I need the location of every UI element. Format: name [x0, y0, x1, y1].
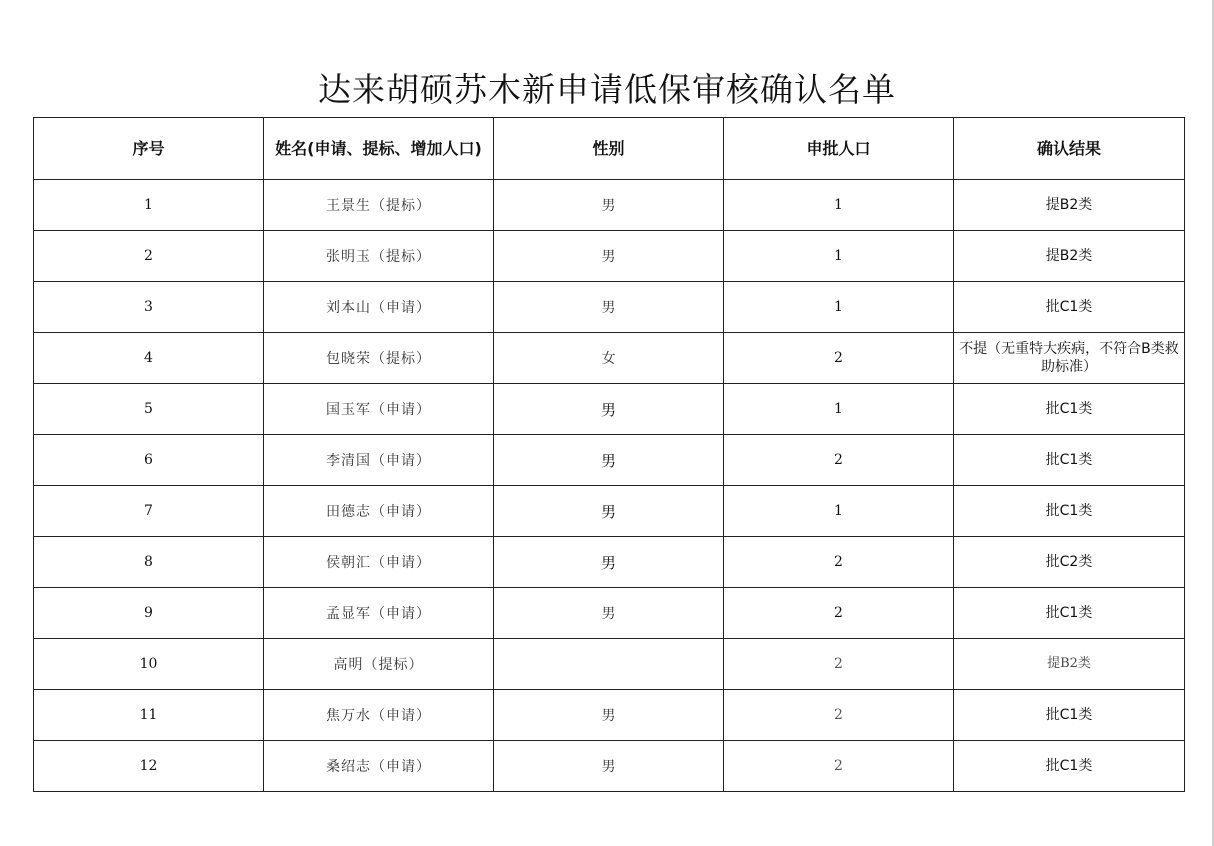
cell-result: 批C2类 [954, 537, 1185, 588]
cell-name: 高明（提标） [264, 639, 494, 690]
cell-approved-count: 2 [724, 690, 954, 741]
cell-name: 侯朝汇（申请） [264, 537, 494, 588]
cell-serial-number: 6 [34, 435, 264, 486]
cell-result: 提B2类 [954, 639, 1185, 690]
table-row [34, 537, 1185, 588]
cell-serial-number: 10 [34, 639, 264, 690]
cell-serial-number: 4 [34, 333, 264, 384]
cell-approved-count: 2 [724, 741, 954, 792]
cell-sex: 男 [494, 588, 724, 639]
cell-result: 批C1类 [954, 435, 1185, 486]
table-row [34, 690, 1185, 741]
cell-result: 批C1类 [954, 384, 1185, 435]
cell-name: 张明玉（提标） [264, 231, 494, 282]
cell-result: 提B2类 [954, 180, 1185, 231]
cell-sex: 男 [494, 231, 724, 282]
table-header-row [34, 118, 1185, 180]
cell-name: 田德志（申请） [264, 486, 494, 537]
header-result: 确认结果 [954, 118, 1185, 180]
cell-approved-count: 2 [724, 639, 954, 690]
cell-sex [494, 639, 724, 690]
cell-name: 焦万水（申请） [264, 690, 494, 741]
cell-result: 批C1类 [954, 588, 1185, 639]
cell-approved-count: 1 [724, 384, 954, 435]
cell-name: 王景生（提标） [264, 180, 494, 231]
cell-name: 刘本山（申请） [264, 282, 494, 333]
table-row [34, 486, 1185, 537]
header-sex: 性别 [494, 118, 724, 180]
cell-sex: 男 [494, 537, 724, 588]
cell-result: 提B2类 [954, 231, 1185, 282]
table-row [34, 639, 1185, 690]
header-name: 姓名(申请、提标、增加人口) [264, 118, 494, 180]
cell-result: 批C1类 [954, 690, 1185, 741]
cell-approved-count: 1 [724, 282, 954, 333]
document-title: 达来胡硕苏木新申请低保审核确认名单 [318, 70, 896, 109]
cell-serial-number: 3 [34, 282, 264, 333]
cell-serial-number: 8 [34, 537, 264, 588]
cell-approved-count: 2 [724, 333, 954, 384]
cell-result: 批C1类 [954, 741, 1185, 792]
cell-sex: 女 [494, 333, 724, 384]
cell-serial-number: 5 [34, 384, 264, 435]
cell-serial-number: 9 [34, 588, 264, 639]
cell-approved-count: 1 [724, 231, 954, 282]
cell-sex: 男 [494, 486, 724, 537]
table-row [34, 741, 1185, 792]
cell-approved-count: 1 [724, 486, 954, 537]
cell-serial-number: 1 [34, 180, 264, 231]
cell-name: 国玉军（申请） [264, 384, 494, 435]
cell-result: 不提（无重特大疾病，不符合B类救助标准） [954, 333, 1185, 384]
table-row [34, 333, 1185, 384]
cell-approved-count: 2 [724, 537, 954, 588]
cell-name: 李清国（申请） [264, 435, 494, 486]
table-row [34, 588, 1185, 639]
cell-result: 批C1类 [954, 486, 1185, 537]
cell-approved-count: 2 [724, 588, 954, 639]
table-row [34, 282, 1185, 333]
cell-serial-number: 2 [34, 231, 264, 282]
table-row [34, 231, 1185, 282]
header-approved-count: 申批人口 [724, 118, 954, 180]
cell-approved-count: 1 [724, 180, 954, 231]
cell-result: 批C1类 [954, 282, 1185, 333]
cell-serial-number: 11 [34, 690, 264, 741]
cell-sex: 男 [494, 741, 724, 792]
cell-serial-number: 7 [34, 486, 264, 537]
cell-sex: 男 [494, 690, 724, 741]
cell-name: 包晓荣（提标） [264, 333, 494, 384]
cell-sex: 男 [494, 282, 724, 333]
table-row [34, 384, 1185, 435]
cell-serial-number: 12 [34, 741, 264, 792]
cell-sex: 男 [494, 435, 724, 486]
cell-sex: 男 [494, 384, 724, 435]
applicant-table [33, 117, 1185, 792]
table-row [34, 180, 1185, 231]
cell-sex: 男 [494, 180, 724, 231]
header-serial-number: 序号 [34, 118, 264, 180]
cell-name: 孟显军（申请） [264, 588, 494, 639]
cell-name: 桑绍志（申请） [264, 741, 494, 792]
cell-approved-count: 2 [724, 435, 954, 486]
table-row [34, 435, 1185, 486]
